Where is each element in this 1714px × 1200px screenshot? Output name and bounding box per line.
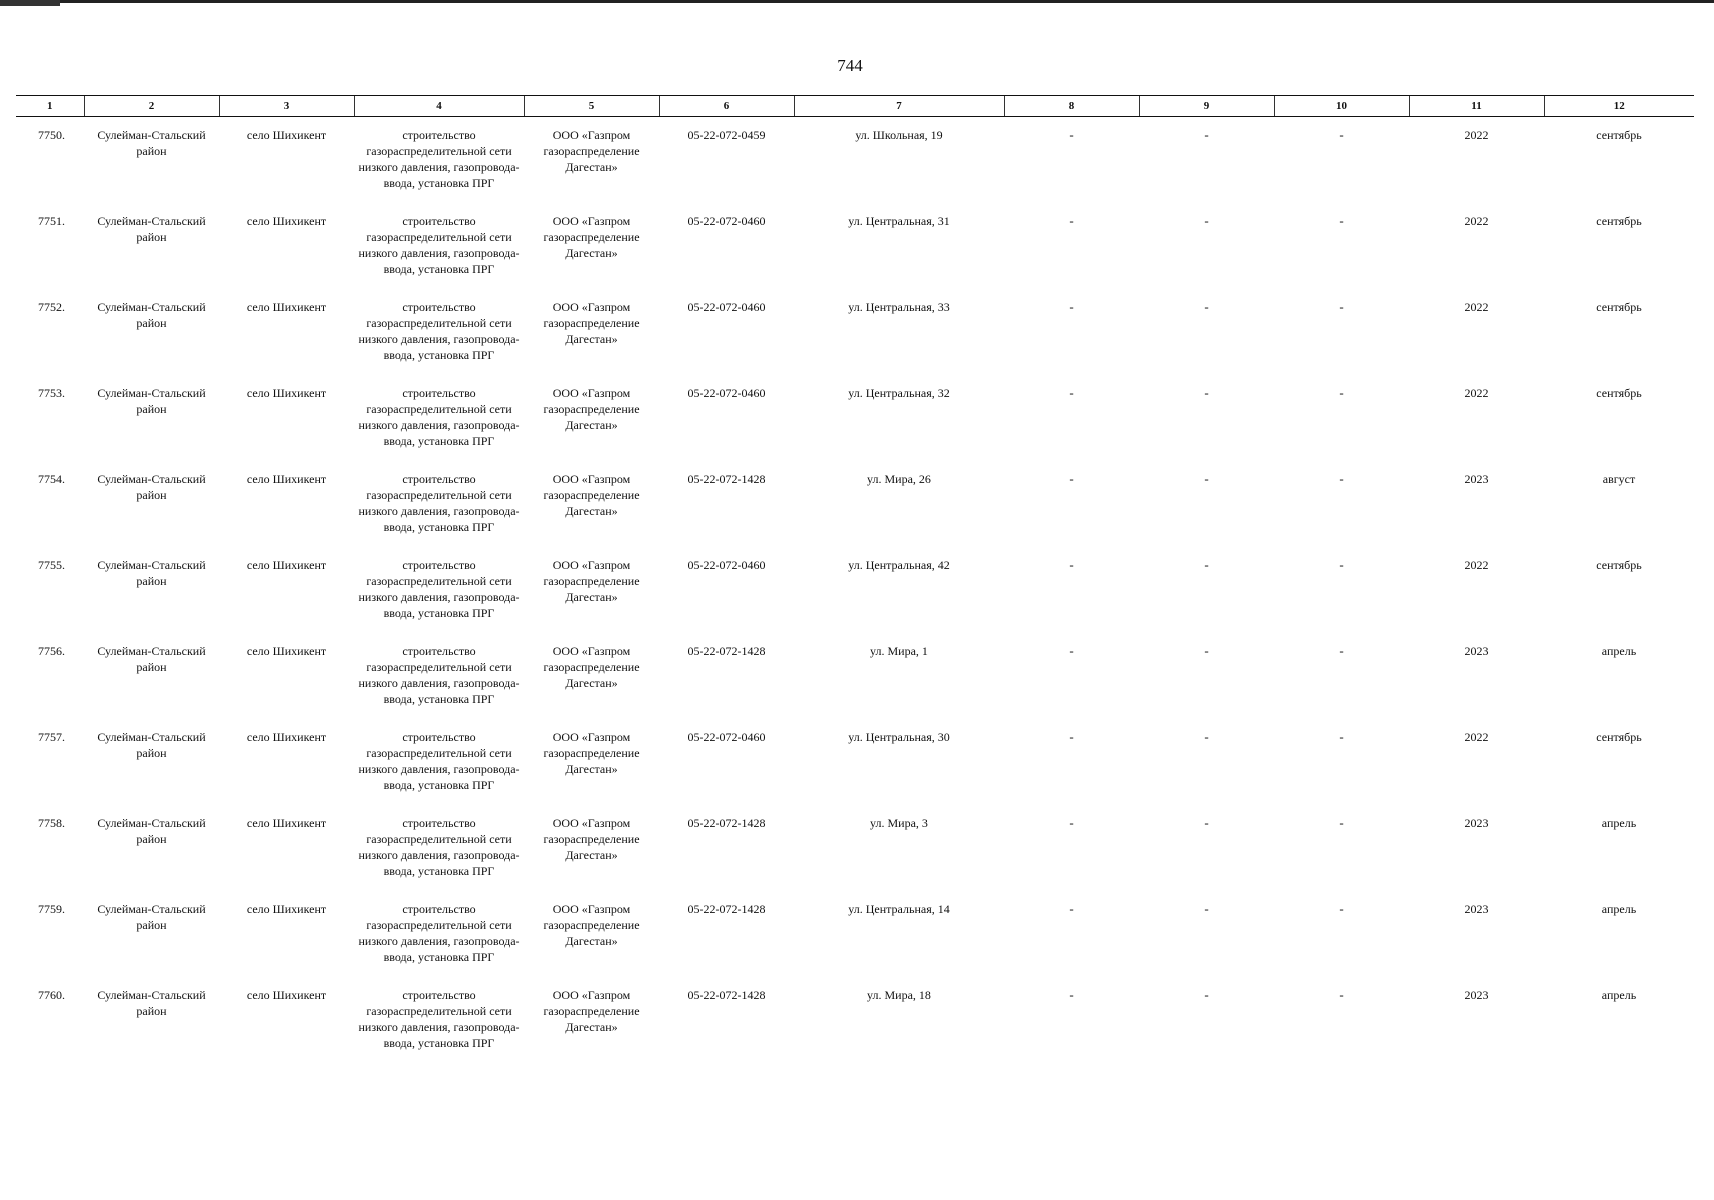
address-cell: ул. Центральная, 31 bbox=[848, 213, 950, 228]
column-9-cell: - bbox=[1204, 642, 1209, 658]
column-8-cell: - bbox=[1069, 814, 1074, 830]
organization-cell: ООО «Газпром газораспределение Дагестан» bbox=[543, 815, 640, 862]
object-code-cell: 05-22-072-0460 bbox=[687, 299, 766, 314]
address-cell: ул. Мира, 26 bbox=[867, 471, 931, 486]
table-row bbox=[16, 805, 1694, 891]
table-row bbox=[16, 375, 1694, 461]
column-9-cell: - bbox=[1204, 212, 1209, 228]
settlement-cell: село Шихикент bbox=[246, 213, 327, 228]
work-description-cell: строительство газораспределительной сети низкого давления, газопровода-ввода, установка ПРГ bbox=[358, 815, 520, 878]
district-cell: Сулейман-Стальский район bbox=[97, 729, 206, 760]
table-body bbox=[16, 117, 1694, 1063]
column-8-cell: - bbox=[1069, 212, 1074, 228]
district-cell: Сулейман-Стальский район bbox=[97, 815, 206, 846]
district-cell: Сулейман-Стальский район bbox=[97, 987, 206, 1018]
table-row bbox=[16, 547, 1694, 633]
column-header-11: 11 bbox=[1409, 96, 1544, 117]
organization-cell: ООО «Газпром газораспределение Дагестан» bbox=[543, 987, 640, 1034]
work-description-cell: строительство газораспределительной сети низкого давления, газопровода-ввода, установка ПРГ bbox=[358, 557, 520, 620]
row-number: 7753. bbox=[38, 385, 65, 400]
column-header-9: 9 bbox=[1139, 96, 1274, 117]
object-code-cell: 05-22-072-0460 bbox=[687, 385, 766, 400]
column-header-8: 8 bbox=[1004, 96, 1139, 117]
work-description-cell: строительство газораспределительной сети низкого давления, газопровода-ввода, установка ПРГ bbox=[358, 901, 520, 964]
object-code-cell: 05-22-072-0459 bbox=[687, 128, 766, 142]
column-header-10: 10 bbox=[1274, 96, 1409, 117]
organization-cell: ООО «Газпром газораспределение Дагестан» bbox=[543, 213, 640, 260]
column-10-cell: - bbox=[1339, 212, 1344, 228]
column-8-cell: - bbox=[1069, 900, 1074, 916]
work-description-cell: строительство газораспределительной сети низкого давления, газопровода-ввода, установка ПРГ bbox=[358, 987, 520, 1050]
settlement-cell: село Шихикент bbox=[246, 901, 327, 916]
work-description-cell: строительство газораспределительной сети низкого давления, газопровода-ввода, установка ПРГ bbox=[358, 471, 520, 534]
district-cell: Сулейман-Стальский район bbox=[97, 643, 206, 674]
month-cell: сентябрь bbox=[1596, 729, 1642, 744]
column-8-cell: - bbox=[1069, 986, 1074, 1002]
table-row bbox=[16, 203, 1694, 289]
column-8-cell: - bbox=[1069, 470, 1074, 486]
object-code-cell: 05-22-072-1428 bbox=[687, 815, 766, 830]
month-cell: сентябрь bbox=[1596, 385, 1642, 400]
organization-cell: ООО «Газпром газораспределение Дагестан» bbox=[543, 729, 640, 776]
column-9-cell: - bbox=[1204, 900, 1209, 916]
settlement-cell: село Шихикент bbox=[246, 643, 327, 658]
row-number: 7758. bbox=[38, 815, 65, 830]
work-description-cell: строительство газораспределительной сети низкого давления, газопровода-ввода, установка ПРГ bbox=[358, 643, 520, 706]
district-cell: Сулейман-Стальский район bbox=[97, 299, 206, 330]
year-cell: 2022 bbox=[1464, 729, 1489, 744]
object-code-cell: 05-22-072-1428 bbox=[687, 471, 766, 486]
object-code-cell: 05-22-072-0460 bbox=[687, 557, 766, 572]
column-header-1: 1 bbox=[16, 96, 84, 117]
row-number: 7755. bbox=[38, 557, 65, 572]
object-code-cell: 05-22-072-1428 bbox=[687, 901, 766, 916]
district-cell: Сулейман-Стальский район bbox=[97, 471, 206, 502]
district-cell: Сулейман-Стальский район bbox=[97, 385, 206, 416]
district-cell: Сулейман-Стальский район bbox=[97, 557, 206, 588]
organization-cell: ООО «Газпром газораспределение Дагестан» bbox=[543, 299, 640, 346]
address-cell: ул. Центральная, 32 bbox=[848, 385, 950, 400]
address-cell: ул. Центральная, 33 bbox=[848, 299, 950, 314]
address-cell: ул. Центральная, 42 bbox=[848, 557, 950, 572]
address-cell: ул. Мира, 3 bbox=[870, 815, 928, 830]
district-cell: Сулейман-Стальский район bbox=[97, 901, 206, 932]
table-row bbox=[16, 891, 1694, 977]
column-9-cell: - bbox=[1204, 986, 1209, 1002]
column-10-cell: - bbox=[1339, 642, 1344, 658]
year-cell: 2022 bbox=[1464, 385, 1489, 400]
organization-cell: ООО «Газпром газораспределение Дагестан» bbox=[543, 471, 640, 518]
column-8-cell: - bbox=[1069, 127, 1074, 142]
column-header-6: 6 bbox=[659, 96, 794, 117]
object-code-cell: 05-22-072-1428 bbox=[687, 987, 766, 1002]
column-9-cell: - bbox=[1204, 384, 1209, 400]
settlement-cell: село Шихикент bbox=[246, 299, 327, 314]
column-10-cell: - bbox=[1339, 556, 1344, 572]
address-cell: ул. Школьная, 19 bbox=[855, 128, 943, 142]
register-table bbox=[16, 95, 1694, 1063]
row-number: 7751. bbox=[38, 213, 65, 228]
column-header-2: 2 bbox=[84, 96, 219, 117]
object-code-cell: 05-22-072-0460 bbox=[687, 213, 766, 228]
address-cell: ул. Мира, 1 bbox=[870, 643, 928, 658]
month-cell: апрель bbox=[1601, 987, 1637, 1002]
month-cell: сентябрь bbox=[1596, 557, 1642, 572]
settlement-cell: село Шихикент bbox=[246, 987, 327, 1002]
address-cell: ул. Центральная, 30 bbox=[848, 729, 950, 744]
year-cell: 2023 bbox=[1464, 901, 1489, 916]
work-description-cell: строительство газораспределительной сети низкого давления, газопровода-ввода, установка ПРГ bbox=[358, 213, 520, 276]
organization-cell: ООО «Газпром газораспределение Дагестан» bbox=[543, 643, 640, 690]
page-number: 744 bbox=[837, 56, 863, 75]
month-cell: апрель bbox=[1601, 815, 1637, 830]
column-header-12: 12 bbox=[1544, 96, 1694, 117]
row-number: 7750. bbox=[38, 128, 65, 142]
column-8-cell: - bbox=[1069, 298, 1074, 314]
month-cell: сентябрь bbox=[1596, 299, 1642, 314]
table-row bbox=[16, 461, 1694, 547]
organization-cell: ООО «Газпром газораспределение Дагестан» bbox=[543, 385, 640, 432]
column-10-cell: - bbox=[1339, 298, 1344, 314]
row-number: 7760. bbox=[38, 987, 65, 1002]
column-header-3: 3 bbox=[219, 96, 354, 117]
object-code-cell: 05-22-072-0460 bbox=[687, 729, 766, 744]
column-10-cell: - bbox=[1339, 814, 1344, 830]
column-header-4: 4 bbox=[354, 96, 524, 117]
table-row bbox=[16, 289, 1694, 375]
column-10-cell: - bbox=[1339, 728, 1344, 744]
column-9-cell: - bbox=[1204, 127, 1209, 142]
column-9-cell: - bbox=[1204, 556, 1209, 572]
row-number: 7759. bbox=[38, 901, 65, 916]
month-cell: сентябрь bbox=[1596, 213, 1642, 228]
column-9-cell: - bbox=[1204, 814, 1209, 830]
table-row bbox=[16, 719, 1694, 805]
year-cell: 2022 bbox=[1464, 128, 1489, 142]
address-cell: ул. Центральная, 14 bbox=[848, 901, 950, 916]
month-cell: август bbox=[1602, 471, 1636, 486]
table-row bbox=[16, 633, 1694, 719]
column-9-cell: - bbox=[1204, 298, 1209, 314]
settlement-cell: село Шихикент bbox=[246, 128, 327, 142]
organization-cell: ООО «Газпром газораспределение Дагестан» bbox=[543, 901, 640, 948]
address-cell: ул. Мира, 18 bbox=[867, 987, 931, 1002]
column-10-cell: - bbox=[1339, 127, 1344, 142]
month-cell: сентябрь bbox=[1596, 128, 1642, 142]
column-10-cell: - bbox=[1339, 900, 1344, 916]
column-8-cell: - bbox=[1069, 642, 1074, 658]
district-cell: Сулейман-Стальский район bbox=[97, 128, 206, 158]
table-row bbox=[16, 977, 1694, 1063]
organization-cell: ООО «Газпром газораспределение Дагестан» bbox=[543, 557, 640, 604]
row-number: 7752. bbox=[38, 299, 65, 314]
year-cell: 2022 bbox=[1464, 557, 1489, 572]
year-cell: 2023 bbox=[1464, 643, 1489, 658]
settlement-cell: село Шихикент bbox=[246, 471, 327, 486]
year-cell: 2022 bbox=[1464, 213, 1489, 228]
year-cell: 2022 bbox=[1464, 299, 1489, 314]
work-description-cell: строительство газораспределительной сети низкого давления, газопровода-ввода, установка ПРГ bbox=[358, 128, 520, 190]
column-header-7: 7 bbox=[794, 96, 1004, 117]
top-scan-mark bbox=[0, 0, 60, 6]
district-cell: Сулейман-Стальский район bbox=[97, 213, 206, 244]
top-scan-rule bbox=[0, 0, 1714, 3]
row-number: 7757. bbox=[38, 729, 65, 744]
work-description-cell: строительство газораспределительной сети низкого давления, газопровода-ввода, установка ПРГ bbox=[358, 729, 520, 792]
column-10-cell: - bbox=[1339, 986, 1344, 1002]
settlement-cell: село Шихикент bbox=[246, 557, 327, 572]
table-row bbox=[16, 117, 1694, 203]
row-number: 7754. bbox=[38, 471, 65, 486]
column-10-cell: - bbox=[1339, 470, 1344, 486]
organization-cell: ООО «Газпром газораспределение Дагестан» bbox=[543, 128, 640, 174]
column-8-cell: - bbox=[1069, 556, 1074, 572]
settlement-cell: село Шихикент bbox=[246, 385, 327, 400]
column-8-cell: - bbox=[1069, 728, 1074, 744]
work-description-cell: строительство газораспределительной сети низкого давления, газопровода-ввода, установка ПРГ bbox=[358, 385, 520, 448]
object-code-cell: 05-22-072-1428 bbox=[687, 643, 766, 658]
year-cell: 2023 bbox=[1464, 815, 1489, 830]
year-cell: 2023 bbox=[1464, 471, 1489, 486]
work-description-cell: строительство газораспределительной сети низкого давления, газопровода-ввода, установка ПРГ bbox=[358, 299, 520, 362]
header-row bbox=[16, 96, 1694, 117]
column-8-cell: - bbox=[1069, 384, 1074, 400]
settlement-cell: село Шихикент bbox=[246, 729, 327, 744]
column-header-5: 5 bbox=[524, 96, 659, 117]
column-9-cell: - bbox=[1204, 728, 1209, 744]
column-10-cell: - bbox=[1339, 384, 1344, 400]
row-number: 7756. bbox=[38, 643, 65, 658]
column-9-cell: - bbox=[1204, 470, 1209, 486]
month-cell: апрель bbox=[1601, 901, 1637, 916]
settlement-cell: село Шихикент bbox=[246, 815, 327, 830]
month-cell: апрель bbox=[1601, 643, 1637, 658]
year-cell: 2023 bbox=[1464, 987, 1489, 1002]
